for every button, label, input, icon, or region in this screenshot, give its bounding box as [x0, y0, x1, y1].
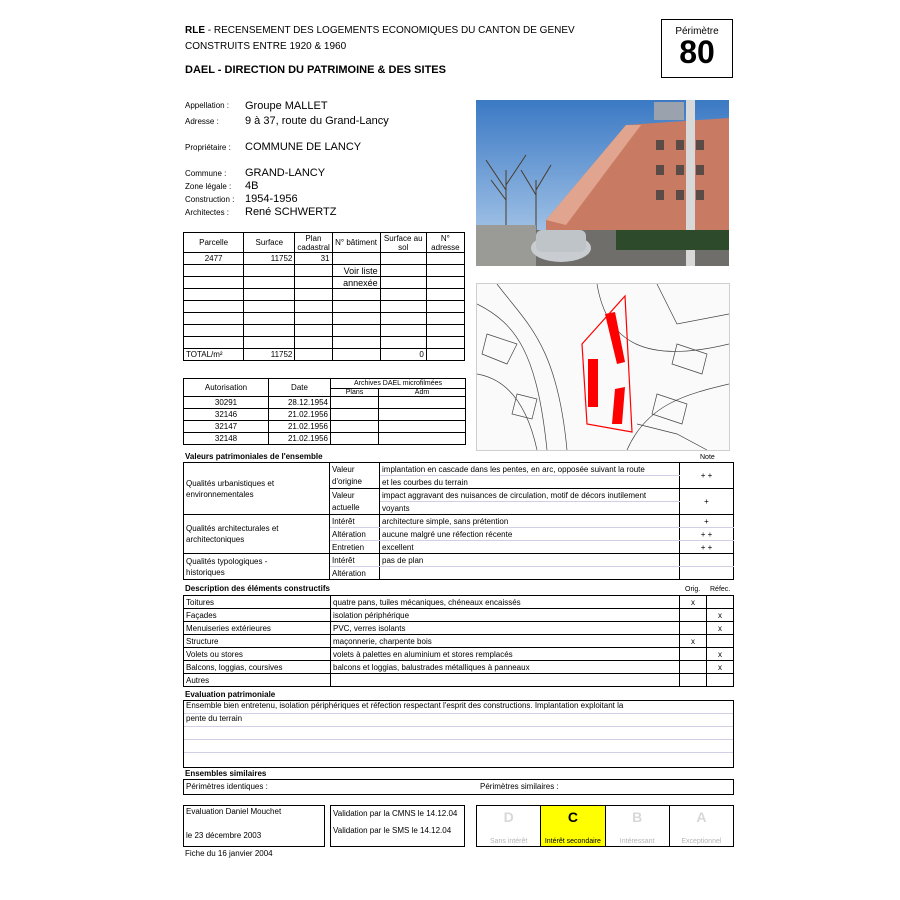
- th-autorisation: Autorisation: [184, 379, 269, 397]
- valeur-origine-1: Valeur: [330, 463, 380, 476]
- zone-value: 4B: [245, 180, 259, 192]
- valeur-actuelle-text-2: voyants: [380, 502, 680, 515]
- similaires-box: [183, 779, 734, 795]
- rating-scale: [476, 805, 734, 847]
- q-arch-label-1: Qualités architecturales et: [186, 524, 279, 533]
- autorisation-table: [183, 378, 466, 445]
- element-refec-mark: x: [707, 648, 734, 661]
- element-description: isolation périphérique: [331, 609, 680, 622]
- fiche-date: Fiche du 16 janvier 2004: [185, 849, 273, 858]
- typ-interet-text: pas de plan: [380, 554, 680, 567]
- valeur-origine-text-1: implantation en cascade dans les pentes, en arc, opposée suivant la route: [380, 463, 680, 476]
- element-row: [184, 661, 734, 674]
- element-label: Balcons, loggias, coursives: [184, 661, 331, 674]
- valeur-origine-2: d'origine: [330, 476, 380, 489]
- auth-row: [184, 433, 466, 445]
- th-surface-sol: Surface au sol: [380, 233, 426, 253]
- element-orig-mark: [680, 674, 707, 687]
- parcel-number: 2477: [184, 253, 244, 265]
- auth-date: 21.02.1956: [269, 433, 331, 445]
- element-description: PVC, verres isolants: [331, 622, 680, 635]
- element-label: Volets ou stores: [184, 648, 331, 661]
- building-photo-illustration: [476, 100, 729, 266]
- element-refec-mark: x: [707, 609, 734, 622]
- alteration-text: aucune malgré une réfection récente: [380, 528, 680, 541]
- evaluation-box: [183, 700, 734, 768]
- elements-table: [183, 595, 734, 687]
- parcel-surface: 11752: [244, 253, 295, 265]
- validation-cmns: Validation par la CMNS le 14.12.04: [333, 809, 458, 818]
- adresse-value: 9 à 37, route du Grand-Lancy: [245, 115, 389, 127]
- element-description: quatre pans, tuiles mécaniques, chéneaux encaissés: [331, 596, 680, 609]
- perimetre-value: 80: [679, 34, 715, 70]
- perimetres-identiques: Périmètres identiques :: [186, 782, 268, 791]
- orig-label: Orig.: [685, 586, 701, 593]
- th-date: Date: [269, 379, 331, 397]
- refec-label: Réfec.: [710, 586, 731, 593]
- valeur-origine-text-2: et les courbes du terrain: [380, 476, 680, 489]
- q-typ-label-2: historiques: [186, 567, 225, 577]
- element-label: Façades: [184, 609, 331, 622]
- th-no-batiment: N° bâtiment: [332, 233, 380, 253]
- parcel-header-row: [184, 233, 465, 253]
- alteration-label: Altération: [330, 528, 380, 541]
- element-orig-mark: [680, 609, 707, 622]
- element-description: volets à palettes en aluminium et stores remplacés: [331, 648, 680, 661]
- element-orig-mark: [680, 622, 707, 635]
- zone-label: Zone légale :: [185, 182, 232, 191]
- rating-c-letter: C: [567, 809, 578, 825]
- th-archives: Archives DAEL microfilmées: [331, 379, 466, 389]
- voir-liste-text: Voir liste: [332, 265, 380, 277]
- valeur-actuelle-2: actuelle: [330, 502, 380, 515]
- rating-a: [669, 806, 733, 846]
- auth-row: [184, 409, 466, 421]
- element-refec-mark: x: [707, 661, 734, 674]
- similaires-title: Ensembles similaires: [185, 769, 267, 778]
- th-plans: Plans: [331, 389, 379, 397]
- q-urb-label-2: environnementales: [186, 489, 254, 499]
- elements-title: Description des éléments constructifs: [185, 584, 330, 593]
- element-row: [184, 622, 734, 635]
- evaluation-line-2: pente du terrain: [184, 714, 733, 727]
- total-label: TOTAL/m²: [184, 349, 244, 361]
- element-orig-mark: [680, 661, 707, 674]
- valeurs-title: Valeurs patrimoniales de l'ensemble: [185, 452, 323, 461]
- header-line2: CONSTRUITS ENTRE 1920 & 1960: [185, 41, 347, 52]
- element-label: Toitures: [184, 596, 331, 609]
- rating-d-label: Sans intérêt: [489, 838, 528, 845]
- element-orig-mark: [680, 648, 707, 661]
- element-row: [184, 674, 734, 687]
- interet-text: architecture simple, sans prétention: [380, 515, 680, 528]
- proprietaire-value: COMMUNE DE LANCY: [245, 141, 362, 153]
- th-parcelle: Parcelle: [184, 233, 244, 253]
- adresse-label: Adresse :: [185, 117, 219, 126]
- entretien-note: + +: [680, 541, 734, 554]
- valeur-actuelle-1: Valeur: [330, 489, 380, 502]
- evaluation-line-1: Ensemble bien entretenu, isolation périphériques et réfection respectant l'esprit des constructions. Implantation exploitant la: [184, 701, 733, 714]
- entretien-label: Entretien: [330, 541, 380, 554]
- appellation-value: Groupe MALLET: [245, 100, 328, 112]
- appellation-label: Appellation :: [185, 101, 230, 110]
- element-description: balcons et loggias, balustrades métalliques à panneaux: [331, 661, 680, 674]
- commune-label: Commune :: [185, 169, 227, 178]
- annexee-text: annexée: [332, 277, 380, 289]
- th-surface: Surface: [244, 233, 295, 253]
- interet-note: +: [680, 515, 734, 528]
- perimetre-label: Périmètre: [675, 26, 719, 37]
- validation-box: [330, 805, 465, 847]
- element-label: Menuiseries extérieures: [184, 622, 331, 635]
- header-title: [185, 25, 575, 36]
- interet-label: Intérêt: [330, 515, 380, 528]
- dael-title: DAEL - DIRECTION DU PATRIMOINE & DES SITES: [185, 64, 446, 76]
- auth-date: 21.02.1956: [269, 421, 331, 433]
- auth-date: 21.02.1956: [269, 409, 331, 421]
- perimetres-similaires: Périmètres similaires :: [480, 782, 559, 791]
- element-description: maçonnerie, charpente bois: [331, 635, 680, 648]
- valeur-actuelle-note: +: [680, 489, 734, 515]
- th-adm: Adm: [379, 389, 466, 397]
- element-refec-mark: [707, 635, 734, 648]
- th-no-adresse: N° adresse: [426, 233, 464, 253]
- rating-a-letter: A: [696, 809, 707, 825]
- element-label: Autres: [184, 674, 331, 687]
- q-urb-label-1: Qualités urbanistiques et: [186, 478, 275, 488]
- architectes-label: Architectes :: [185, 208, 230, 217]
- parcel-plan: 31: [295, 253, 332, 265]
- parcel-total-row: [184, 349, 465, 361]
- construction-label: Construction :: [185, 195, 235, 204]
- commune-value: GRAND-LANCY: [245, 167, 326, 179]
- auth-number: 32148: [184, 433, 269, 445]
- rating-c: [540, 806, 604, 846]
- parcel-row: [184, 253, 465, 265]
- auth-number: 32147: [184, 421, 269, 433]
- th-plan-cadastral: Plan cadastral: [295, 233, 332, 253]
- auth-row: [184, 421, 466, 433]
- auth-row: [184, 397, 466, 409]
- parcel-table: [183, 232, 465, 361]
- evaluation-author-box: [183, 805, 325, 847]
- element-refec-mark: x: [707, 622, 734, 635]
- rle-label: RLE: [185, 25, 205, 36]
- element-refec-mark: [707, 596, 734, 609]
- q-typ-label-1: Qualités typologiques -: [186, 556, 268, 566]
- evaluation-title: Evaluation patrimoniale: [185, 690, 276, 699]
- typ-interet-label: Intérêt: [330, 554, 380, 567]
- entretien-text: excellent: [380, 541, 680, 554]
- element-row: [184, 635, 734, 648]
- architectes-value: René SCHWERTZ: [245, 206, 337, 218]
- element-row: [184, 648, 734, 661]
- site-map-illustration: [477, 284, 729, 450]
- valeurs-table: [183, 462, 734, 580]
- element-row: [184, 596, 734, 609]
- valeur-actuelle-text-1: impact aggravant des nuisances de circulation, motif de décors inutilement: [380, 489, 680, 502]
- element-orig-mark: x: [680, 596, 707, 609]
- building-photo: [476, 100, 729, 266]
- alteration-note: + +: [680, 528, 734, 541]
- header-line1: - RECENSEMENT DES LOGEMENTS ECONOMIQUES DU CANTON DE GENEV: [205, 25, 575, 36]
- evaluation-author: Evaluation Daniel Mouchet: [186, 807, 282, 816]
- rating-a-label: Exceptionnel: [681, 838, 722, 845]
- construction-value: 1954-1956: [245, 193, 298, 205]
- typ-alteration-label: Altération: [330, 567, 380, 580]
- validation-sms: Validation par le SMS le 14.12.04: [333, 826, 452, 835]
- rating-b-letter: B: [632, 809, 643, 825]
- rating-c-label: Intérêt secondaire: [544, 838, 601, 845]
- perimetre-box: [661, 19, 733, 78]
- total-surface: 11752: [244, 349, 295, 361]
- auth-date: 28.12.1954: [269, 397, 331, 409]
- valeur-origine-note: + +: [680, 463, 734, 489]
- element-orig-mark: x: [680, 635, 707, 648]
- element-description: [331, 674, 680, 687]
- element-label: Structure: [184, 635, 331, 648]
- element-refec-mark: [707, 674, 734, 687]
- site-map: [476, 283, 730, 451]
- rating-b-label: Intéressant: [619, 838, 655, 845]
- auth-number: 30291: [184, 397, 269, 409]
- rating-d: [477, 806, 540, 846]
- evaluation-date: le 23 décembre 2003: [186, 831, 262, 840]
- rating-b: [605, 806, 669, 846]
- note-label: Note: [700, 454, 715, 461]
- proprietaire-label: Propriétaire :: [185, 143, 231, 152]
- element-row: [184, 609, 734, 622]
- total-sol: 0: [380, 349, 426, 361]
- rating-d-letter: D: [503, 809, 514, 825]
- q-arch-label-2: architectoniques: [186, 535, 245, 544]
- auth-number: 32146: [184, 409, 269, 421]
